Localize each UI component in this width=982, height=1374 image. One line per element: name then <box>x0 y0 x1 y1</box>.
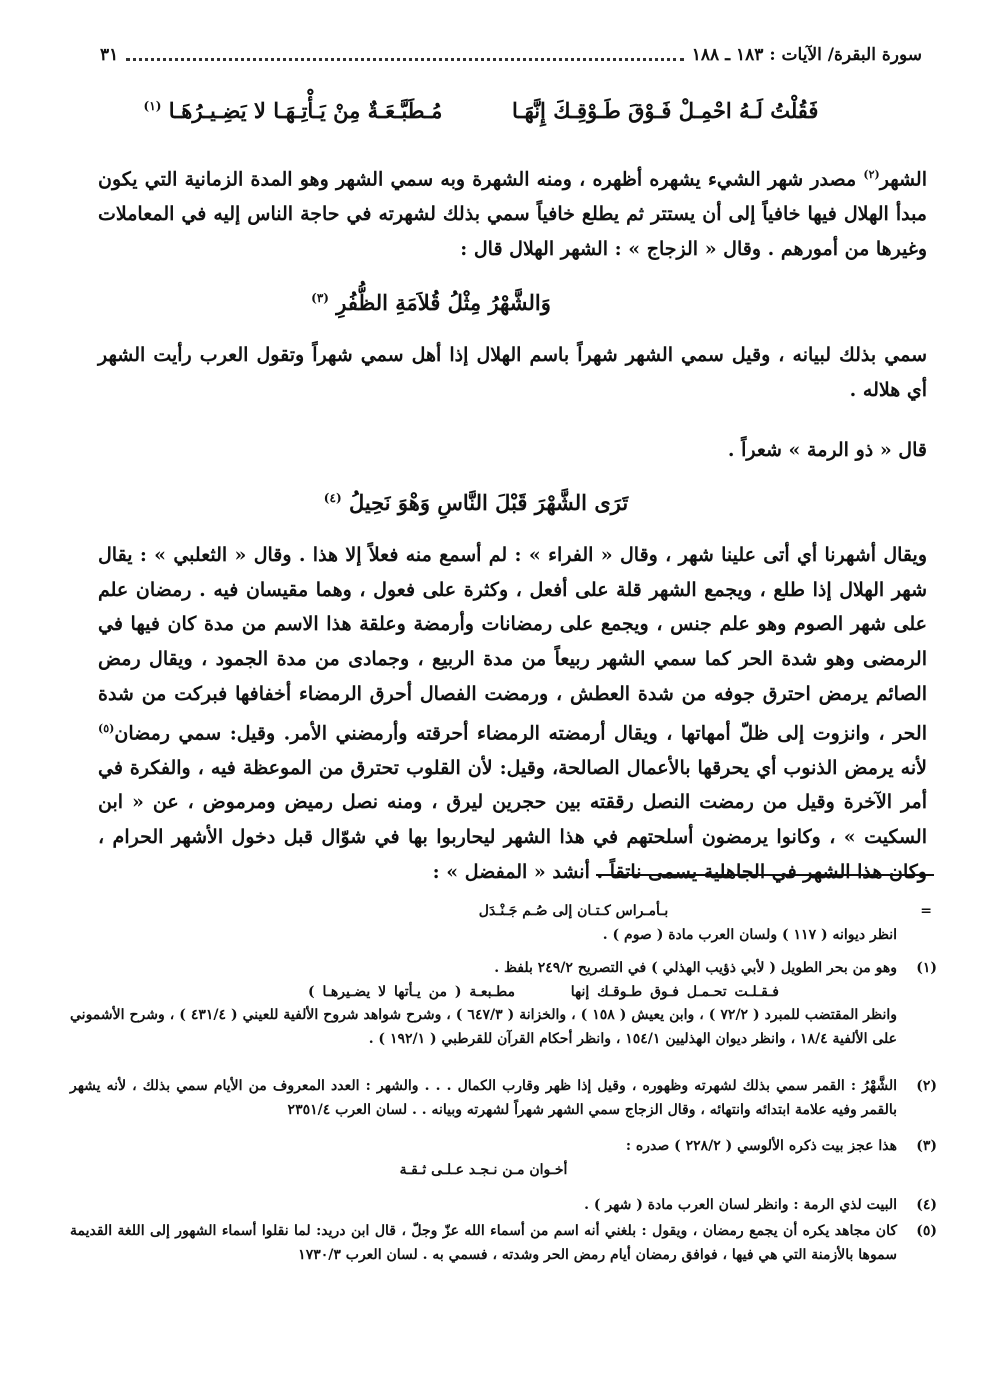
footnote-ref-3: (٣) <box>311 291 329 305</box>
footnote-4 <box>70 1194 937 1218</box>
running-header <box>100 42 922 68</box>
footnote-text: وهو من بحر الطويل ( لأبي ذؤيب الهذلي ) في التصريح ٢٤٩/٢ بلفظ . <box>494 960 897 976</box>
footnote-number: (٢) <box>916 1078 937 1094</box>
paragraph-shahr-definition <box>98 158 927 266</box>
poetry-verse-1 <box>120 98 842 123</box>
paragraph-text-part-2: لأنه يرمض الذنوب أي يحرقها بالأعمال الصالحة، وقيل: لأن القلوب تحترق من الموعظة فيه ، والفكرة في أمر الآخرة وقيل من رمضت النصل رققته بين حجرين ليرق ، ومنه نصل رميض ومرموض ، عن « ابن السكيت » ، وكانوا يرمضون أسلحتهم في هذا الشهر ليحاربوا بها في شوّال قبل دخول الأشهر الحرام ، وكان هذا الشهر في الجاهلية يسمى ناتقاً . أنشد « المفضل » : <box>98 756 927 883</box>
page-number: ٣١ <box>100 45 119 65</box>
verse-3-text: تَرَى الشَّهْرَ قَبْلَ النَّاسِ وَهْوَ نَحِيلُ <box>348 490 629 515</box>
footnote-text: وانظر المقتضب للمبرد ( ٧٢/٢ ) ، وابن يعيش ( ١٥٨ ) ، والخزانة ( ٦٤٧/٣ ) ، وشرح شواهد شروح الألفية للعيني ( ٤٣١/٤ ) ، وشرح الأشموني على الألفية ١٨/٤ ، وانظر ديوان الهذليين ١٥٤/١ ، وانظر أحكام القرآن للقرطبي ( ١٩٢/١ ) . <box>70 1007 897 1047</box>
verse-2-text: وَالشَّهْرُ مِثْلُ قُلاَمَةِ الظُّفُرِ <box>336 290 551 315</box>
footnote-ref-1: (١) <box>143 99 162 113</box>
footnote-text: كان مجاهد يكره أن يجمع رمضان ، ويقول : بلغني أنه اسم من أسماء الله عزّ وجلّ ، قال ابن دريد: لما نقلوا أسماء الشهور إلى اللغة القديمة سموها بالأزمنة التي هي فيها ، فوافق رمضان أيام رمض الحر وشدته ، فسمي به . لسان العرب ١٧٣٠/٣ <box>70 1223 897 1263</box>
poem-hemistich-2: مطـبعـة ( من يـأتها لا يضـيرهـا ) <box>307 983 515 1000</box>
footnote-2 <box>70 1075 937 1122</box>
paragraph-ramadan <box>98 538 927 889</box>
verse-1-hemistich-1: فَقُلْتُ لَـهُ احْمِـلْ فَـوْقَ طَـوْقِـكَ إِنَّهَـا <box>511 98 819 123</box>
header-dot-leader <box>126 50 684 61</box>
paragraph-text: قال « ذو الرمة » شعراً . <box>727 439 927 461</box>
footnote-3 <box>70 1135 937 1182</box>
footnote-text: هذا عجز بيت ذكره الألوسي ( ٢٢٨/٢ ) صدره : <box>625 1138 897 1154</box>
verse-1-hemistich-2: مُـطَبَّـعَـةٌ مِنْ يَـأْتِـهَـا لا يَضِـيـرُهَـا <box>168 98 443 123</box>
footnote-text: الشَّهْرُ : القمر سمي بذلك لشهرته وظهوره ، وقيل إذا ظهر وقارب الكمال . . . والشهر : العدد المعروف من الأيام سمي بذلك ، لأنه يشهر بالقمر وفيه علامة ابتدائه وانتهائه ، وقال الزجاج سمي الشهر شهراً لشهرته وبيانه . . لسان العرب ٢٣٥١/٤ <box>70 1078 897 1118</box>
paragraph-text-part-1: ويقال أشهرنا أي أتى علينا شهر ، وقال « الفراء » : لم أسمع منه فعلاً إلا هذا . وقال « الثعلبي » : يقال شهر الهلال إذا طلع ، ويجمع الشهر قلة على أفعل ، وكثرة على فعول ، وهما مقيسان فيه . رمضان علم على شهر الصوم وهو علم جنس ، ويجمع على رمضانات وأرمضة وعلقة هذا الاسم من مدة كان فيها في الرمضى وهو شدة الحر كما سمي الشهر ربيعاً من مدة الربيع ، وجمادى من مدة الجمود ، ويقال رمض الصائم يرمض احترق جوفه من شدة العطش ، ورمضت الفصال أحرق الرمضاء أخفافها فبركت من شدة الحر ، وانزوت إلى ظلّ أمهاتها ، ويقال أرمضته الرمضاء أحرقته وأرمضني الأمر. وقيل: سمي رمضان <box>98 544 928 744</box>
footnote-number: (٤) <box>916 1197 937 1213</box>
running-title: سورة البقرة/ الآيات : ١٨٣ ـ ١٨٨ <box>691 45 922 65</box>
paragraph-text: مصدر شهر الشيء يشهره أظهره ، ومنه الشهرة وبه سمي الشهر وهو المدة الزمانية التي يكون مبدأ الهلال فيها خافياً إلى أن يستتر ثم يطلع خافياً سمي بذلك لشهرته في حاجة الناس إليه في المعاملات وغيرها من أمورهم . وقال « الزجاج » : الشهر الهلال قال : <box>98 168 927 260</box>
footnote-poem <box>70 981 897 1005</box>
footnote-continuation <box>70 900 937 947</box>
poetry-verse-3 <box>300 490 652 515</box>
continuation-marker: = <box>920 903 932 919</box>
paragraph-text: سمي بذلك لبيانه ، وقيل سمي الشهر شهراً باسم الهلال إذا أهل سمي شهراً وتقول العرب رأيت الشهر أي هلاله . <box>98 344 927 401</box>
footnote-ref-2: (٢) <box>863 168 880 181</box>
footnote-text: البيت لذي الرمة : وانظر لسان العرب مادة ( شهر ) . <box>584 1197 897 1213</box>
continuation-source: انظر ديوانه ( ١١٧ ) ولسان العرب مادة ( صوم ) . <box>602 926 897 943</box>
footnote-poem: أخـوان مـن نـجـد عـلـى ثـقـة <box>399 1161 568 1178</box>
footnote-ref-4: (٤) <box>323 491 342 505</box>
footnote-ref-5: (٥) <box>98 721 115 735</box>
footnote-5 <box>70 1220 937 1267</box>
paragraph-lead-word: الشهر <box>879 168 927 191</box>
footnote-number: (٣) <box>916 1138 937 1154</box>
poem-hemistich-1: فـقـلـت تحـمـل فـوق طـوقـك إنها <box>570 983 780 1000</box>
paragraph-naming <box>98 338 927 407</box>
poetry-verse-2 <box>260 290 602 315</box>
continuation-verse: بـأمـراس كـتـان إلى صُـم جَـنْـدَل <box>478 903 669 919</box>
footnote-separator <box>596 874 934 876</box>
footnote-number: (١) <box>916 960 937 976</box>
paragraph-dhu-al-rumma <box>98 433 927 468</box>
footnote-number: (٥) <box>916 1223 937 1239</box>
footnote-1 <box>70 957 937 1051</box>
